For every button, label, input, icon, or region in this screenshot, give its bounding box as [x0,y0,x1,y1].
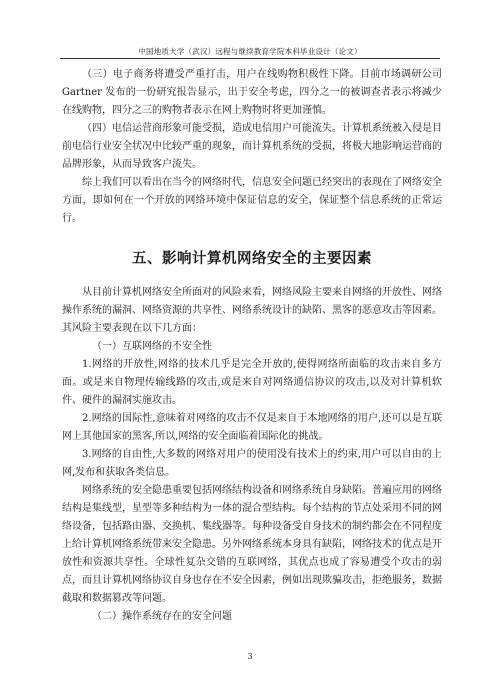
subheading-internet-insecurity: （一）互联网络的不安全性 [92,341,212,352]
running-header: 中国地质大学（武汉）远程与继续教育学院本科毕业设计（论文） [138,47,362,56]
subheading-os-security: （二）操作系统存在的安全问题 [92,611,232,622]
paragraph-network-structure: 网络系统的安全隐患重要包括网络结构设备和网络系统自身缺陷。普遍应用的网络结构是集线型，星型等多种结构为一体的混合型结构。每个结构的节点处采用不同的网络设备，包括路由器、交换机、集线器等。每种设备受自身技术的制约都会在不同程度上给计算机网络系统带来安全隐患。另外网络系统本身具有缺陷，网络技术的优点是开放性和资源共享性。全球性复杂交错的互联网络，其优点也成了容易遭受个攻击的弱点，而且计算机网络协议自身也存在不安全因素，例如出现欺骗攻击，拒绝服务，数据截取和数据篡改等问题。 [62,485,442,604]
paragraph-ecommerce: （三）电子商务将遭受严重打击，用户在线购物积极性下降。目前市场调研公司 Gartner 发布的一份研究报告显示，出于安全考虑，四分之一的被调查者表示将减少在线购物，四分之三的购物者表示在网上购物时将更加谨慎。 [62,69,442,116]
paragraph-telecom: （四）电信运营商形象可能受损，造成电信用户可能流失。计算机系统被入侵是目前电信行业安全状况中比较严重的现象，而计算机系统的受损，将极大地影响运营商的品牌形象，从而导致客户流失。 [62,123,442,170]
list-item-freedom: 3.网络的自由性,大多数的网络对用户的使用没有技术上的约束,用户可以自由的上网,发布和获取各类信息。 [62,449,442,478]
page-body [62,66,442,626]
list-item-internationality: 2.网络的国际性,意味着对网络的攻击不仅是来自于本地网络的用户,还可以是互联网上其他国家的黑客,所以,网络的安全面临着国际化的挑战。 [62,413,442,442]
paragraph-summary: 综上我们可以看出在当今的网络时代，信息安全问题已经突出的表现在了网络安全方面，即如何在一个开放的网络环境中保证信息的安全，保证整个信息系统的正常运行。 [62,177,442,224]
header-rule [60,58,440,59]
page-number: 3 [247,652,253,661]
list-item-openness: 1.网络的开放性,网络的技术几乎是完全开放的,使得网络所面临的攻击来自多方面。或是来自物理传输线路的攻击,或是来自对网络通信协议的攻击,以及对计算机软件、硬件的漏洞实施攻击。 [62,359,442,406]
paragraph-intro: 从目前计算机网络安全所面对的风险来看，网络风险主要来自网络的开放性、网络操作系统的漏洞、网络资源的共享性、网络系统设计的缺陷、黑客的恶意攻击等因素。其风险主要表现在以下几方面： [62,287,442,334]
section-heading: 五、影响计算机网络安全的主要因素 [132,251,372,267]
